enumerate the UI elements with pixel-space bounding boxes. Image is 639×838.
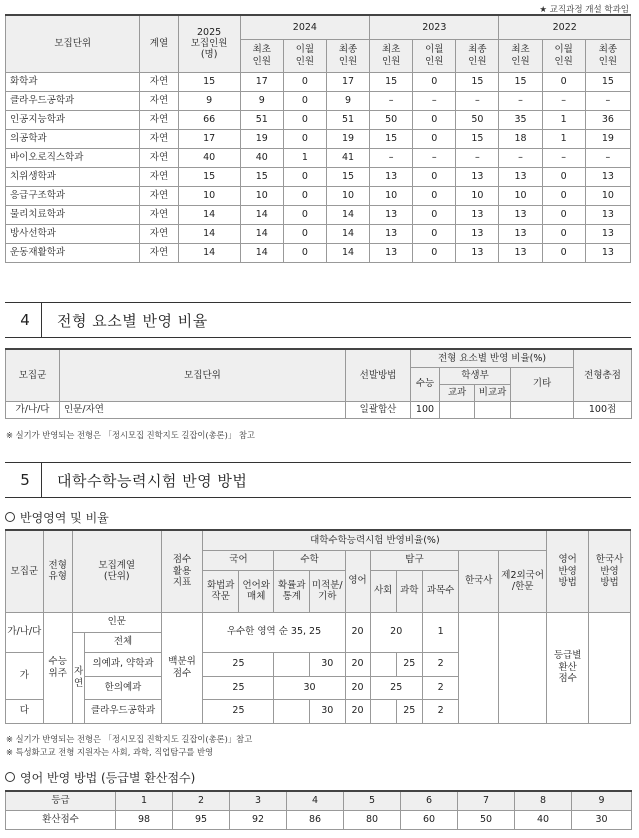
section-5-header	[5, 462, 631, 498]
col-english: 영어	[345, 550, 370, 612]
section-title: 대학수학능력시험 반영 방법	[57, 471, 248, 490]
cell-english: 20	[345, 652, 370, 676]
cell-a3: 15	[326, 167, 369, 186]
cell-unit: 치위생학과	[6, 167, 140, 186]
cell-c2: 0	[542, 167, 585, 186]
col-2022: 2022	[499, 15, 631, 39]
grade-cell: 4	[287, 791, 344, 810]
cell-group: 가/나/다	[6, 401, 60, 418]
subheading-english	[5, 768, 195, 786]
cell-c2: 1	[542, 129, 585, 148]
col-m2: 미적분/ 기하	[310, 570, 346, 612]
cell-b3: 13	[456, 205, 499, 224]
cell-unit: 운동재활학과	[6, 243, 140, 262]
cell-c3: 13	[585, 224, 630, 243]
col-inquiry: 탐구	[370, 550, 459, 570]
cell-group: 가	[6, 652, 44, 699]
score-cell: 98	[116, 810, 173, 829]
cell-b1: 13	[370, 224, 413, 243]
cell-b3: 13	[456, 243, 499, 262]
cell-a1: 14	[240, 205, 283, 224]
cell-c3: 13	[585, 205, 630, 224]
col-i3: 과목수	[422, 570, 459, 612]
section5-note-2: ※ 특성화고교 전형 지원자는 사회, 과학, 직업탐구를 반영	[6, 747, 214, 757]
cell-english: 20	[345, 676, 370, 699]
cell-b3: 13	[456, 167, 499, 186]
table-row	[6, 167, 631, 186]
cell-unit: 인문	[72, 612, 161, 632]
col-final: 최종 인원	[585, 39, 630, 72]
section-4-header	[5, 302, 631, 338]
cell-khist-method	[589, 612, 631, 723]
cell-b1: 15	[370, 129, 413, 148]
col-unit: 모집단위	[6, 15, 140, 72]
cell-math: 30	[310, 699, 346, 723]
cell-c3: 15	[585, 72, 630, 91]
cell-track: 자연	[140, 224, 178, 243]
cell-c1: 13	[499, 224, 542, 243]
cell-eng-method: 등급별 환산 점수	[547, 612, 589, 723]
col-total: 전형총점	[574, 349, 632, 401]
cell-a1: 17	[240, 72, 283, 91]
element-ratio-table	[5, 348, 632, 419]
col-etc: 기타	[511, 367, 574, 401]
cell-b1: –	[370, 91, 413, 110]
col-nonsubject: 비교과	[475, 384, 511, 401]
col-csat: 수능	[411, 367, 440, 401]
circle-bullet-icon	[5, 512, 15, 522]
cell-c2: 0	[542, 224, 585, 243]
cell-a2: 0	[283, 91, 326, 110]
cell-subject	[440, 401, 475, 418]
col-carry: 이월 인원	[542, 39, 585, 72]
score-cell: 92	[230, 810, 287, 829]
cell-track: 자연	[140, 110, 178, 129]
col-first: 최초 인원	[370, 39, 413, 72]
table-row	[6, 110, 631, 129]
cell-a1: 19	[240, 129, 283, 148]
col-first: 최초 인원	[499, 39, 542, 72]
cell-unit: 바이오로직스학과	[6, 148, 140, 167]
col-group: 모집군	[6, 530, 44, 612]
cell-score-index: 백분위 점수	[161, 612, 203, 723]
cell-k-hist	[459, 612, 499, 723]
cell-track: 자연	[140, 243, 178, 262]
cell-b2: –	[413, 91, 456, 110]
cell-b1: 13	[370, 205, 413, 224]
cell-track: 자연	[140, 205, 178, 224]
col-unit: 모집단위	[60, 349, 346, 401]
cell-second-lang	[499, 612, 547, 723]
cell-b3: 13	[456, 224, 499, 243]
cell-a2: 0	[283, 243, 326, 262]
table-row	[6, 91, 631, 110]
score-cell: 86	[287, 810, 344, 829]
cell-n2025: 10	[178, 186, 240, 205]
col-carry: 이월 인원	[283, 39, 326, 72]
top-note: ★ 교직과정 개설 학과임	[539, 5, 629, 15]
col-record: 학생부	[440, 367, 511, 384]
cell-unit: 인문/자연	[60, 401, 346, 418]
cell-c3: –	[585, 148, 630, 167]
cell-type: 수능 위주	[43, 612, 72, 723]
cell-english: 20	[345, 699, 370, 723]
cell-inquiry: 25	[370, 676, 422, 699]
col-i1: 사회	[370, 570, 396, 612]
cell-b2: 0	[413, 224, 456, 243]
cell-n2025: 9	[178, 91, 240, 110]
subheading-text: 영어 반영 방법 (등급별 환산점수)	[20, 770, 196, 785]
cell-a3: 9	[326, 91, 369, 110]
cell-c2: 0	[542, 186, 585, 205]
section-number: 5	[9, 463, 42, 497]
cell-korean: 25	[203, 652, 274, 676]
cell-b2: 0	[413, 243, 456, 262]
table-row	[6, 72, 631, 91]
table-row	[6, 243, 631, 262]
section-title: 전형 요소별 반영 비율	[57, 311, 208, 330]
english-grade-table	[5, 790, 632, 830]
cell-b2: 0	[413, 129, 456, 148]
cell-c2: 0	[542, 205, 585, 224]
csat-ratio-table	[5, 529, 631, 724]
cell-a1: 40	[240, 148, 283, 167]
score-cell: 30	[572, 810, 632, 829]
cell-unit: 전체	[85, 632, 161, 652]
cell-a2: 0	[283, 110, 326, 129]
section4-note: ※ 실기가 반영되는 전형은 「정시모집 진학지도 길잡이(총론)」 참고	[6, 430, 255, 440]
cell-count: 2	[422, 652, 459, 676]
cell-total: 100점	[574, 401, 632, 418]
section5-note-1: ※ 실기가 반영되는 전형은 「정시모집 진학지도 길잡이(총론)」참고	[6, 734, 253, 744]
cell-unit: 물리치료학과	[6, 205, 140, 224]
cell-science: 25	[396, 652, 422, 676]
cell-c3: 19	[585, 129, 630, 148]
cell-group: 가/나/다	[6, 612, 44, 652]
cell-method: 일괄합산	[346, 401, 411, 418]
cell-nonsubject	[475, 401, 511, 418]
col-ratio: 전형 요소별 반영 비율(%)	[411, 349, 574, 367]
cell-a3: 51	[326, 110, 369, 129]
table-row	[6, 186, 631, 205]
score-cell: 40	[515, 810, 572, 829]
cell-b2: 0	[413, 186, 456, 205]
col-khist-method: 한국사 반영 방법	[589, 530, 631, 612]
cell-b1: 13	[370, 243, 413, 262]
cell-a1: 14	[240, 224, 283, 243]
cell-b2: 0	[413, 205, 456, 224]
col-k1: 화법과 작문	[203, 570, 239, 612]
cell-a2: 0	[283, 167, 326, 186]
cell-c3: 13	[585, 243, 630, 262]
cell-unit: 화학과	[6, 72, 140, 91]
cell-a1: 15	[240, 167, 283, 186]
col-final: 최종 인원	[456, 39, 499, 72]
cell-a2: 0	[283, 224, 326, 243]
cell-c1: 13	[499, 167, 542, 186]
cell-science: 25	[396, 699, 422, 723]
cell-c3: 13	[585, 167, 630, 186]
cell-b3: –	[456, 91, 499, 110]
cell-nature: 자 연	[72, 632, 85, 723]
cell-c2: –	[542, 148, 585, 167]
table-row	[6, 148, 631, 167]
cell-count: 1	[422, 612, 459, 652]
cell-b1: 10	[370, 186, 413, 205]
grade-cell: 8	[515, 791, 572, 810]
cell-b3: 10	[456, 186, 499, 205]
cell-unit: 인공지능학과	[6, 110, 140, 129]
cell-b3: –	[456, 148, 499, 167]
cell-korean: 25	[203, 676, 274, 699]
cell-m1	[274, 652, 310, 676]
cell-social	[370, 699, 396, 723]
cell-c2: –	[542, 91, 585, 110]
cell-count: 2	[422, 676, 459, 699]
score-cell: 50	[458, 810, 515, 829]
cell-b2: 0	[413, 72, 456, 91]
cell-a2: 1	[283, 148, 326, 167]
col-final: 최종 인원	[326, 39, 369, 72]
grade-cell: 7	[458, 791, 515, 810]
cell-c2: 0	[542, 243, 585, 262]
cell-c3: 36	[585, 110, 630, 129]
col-2025: 2025 모집인원 (명)	[178, 15, 240, 72]
cell-a2: 0	[283, 72, 326, 91]
cell-unit: 방사선학과	[6, 224, 140, 243]
cell-c1: 18	[499, 129, 542, 148]
cell-a3: 10	[326, 186, 369, 205]
cell-unit: 의공학과	[6, 129, 140, 148]
cell-track: 자연	[140, 148, 178, 167]
cell-c1: 13	[499, 205, 542, 224]
col-carry: 이월 인원	[413, 39, 456, 72]
grade-cell: 1	[116, 791, 173, 810]
col-k2: 언어와 매체	[238, 570, 274, 612]
cell-a3: 17	[326, 72, 369, 91]
cell-etc	[511, 401, 574, 418]
cell-b3: 15	[456, 72, 499, 91]
table-row	[6, 612, 631, 632]
cell-a2: 0	[283, 186, 326, 205]
cell-english: 20	[345, 612, 370, 652]
table-row	[6, 224, 631, 243]
col-type: 전형 유형	[43, 530, 72, 612]
cell-a3: 14	[326, 224, 369, 243]
cell-count: 2	[422, 699, 459, 723]
grade-cell: 5	[344, 791, 401, 810]
circle-bullet-icon	[5, 772, 15, 782]
grade-cell: 9	[572, 791, 632, 810]
cell-b1: –	[370, 148, 413, 167]
cell-a1: 9	[240, 91, 283, 110]
cell-group: 다	[6, 699, 44, 723]
cell-c1: 10	[499, 186, 542, 205]
table-row	[6, 129, 631, 148]
cell-c1: 15	[499, 72, 542, 91]
grade-label: 등급	[6, 791, 116, 810]
grade-cell: 3	[230, 791, 287, 810]
cell-a3: 41	[326, 148, 369, 167]
cell-n2025: 14	[178, 224, 240, 243]
score-cell: 95	[173, 810, 230, 829]
col-group: 모집군	[6, 349, 60, 401]
cell-m1	[274, 699, 310, 723]
cell-a3: 14	[326, 205, 369, 224]
col-subject: 교과	[440, 384, 475, 401]
cell-ratio-text: 우수한 영역 순 35, 25	[203, 612, 345, 652]
cell-n2025: 40	[178, 148, 240, 167]
cell-track: 자연	[140, 129, 178, 148]
cell-a1: 10	[240, 186, 283, 205]
cell-track: 자연	[140, 72, 178, 91]
col-ratio: 대학수학능력시험 반영비율(%)	[203, 530, 547, 550]
subheading-ratio	[5, 508, 109, 526]
cell-b1: 50	[370, 110, 413, 129]
col-method: 선발방법	[346, 349, 411, 401]
cell-b1: 13	[370, 167, 413, 186]
cell-c1: 13	[499, 243, 542, 262]
cell-track: 자연	[140, 186, 178, 205]
admission-history-table	[5, 14, 631, 263]
cell-inquiry: 20	[370, 612, 422, 652]
cell-a2: 0	[283, 129, 326, 148]
cell-b2: 0	[413, 167, 456, 186]
cell-csat: 100	[411, 401, 440, 418]
cell-b1: 15	[370, 72, 413, 91]
score-label: 환산점수	[6, 810, 116, 829]
col-first: 최초 인원	[240, 39, 283, 72]
cell-unit: 의예과, 약학과	[85, 652, 161, 676]
col-2023: 2023	[370, 15, 499, 39]
cell-math: 30	[310, 652, 346, 676]
cell-n2025: 15	[178, 167, 240, 186]
col-korean: 국어	[203, 550, 274, 570]
cell-a3: 19	[326, 129, 369, 148]
col-math: 수학	[274, 550, 345, 570]
cell-social	[370, 652, 396, 676]
cell-c1: –	[499, 91, 542, 110]
cell-c2: 0	[542, 72, 585, 91]
cell-n2025: 17	[178, 129, 240, 148]
col-unit-track: 모집계열 (단위)	[72, 530, 161, 612]
col-eng-method: 영어 반영 방법	[547, 530, 589, 612]
cell-b2: 0	[413, 110, 456, 129]
score-cell: 60	[401, 810, 458, 829]
cell-c3: –	[585, 91, 630, 110]
cell-unit: 응급구조학과	[6, 186, 140, 205]
col-track: 계열	[140, 15, 178, 72]
cell-track: 자연	[140, 91, 178, 110]
cell-a1: 51	[240, 110, 283, 129]
cell-c1: 35	[499, 110, 542, 129]
grade-cell: 6	[401, 791, 458, 810]
cell-unit: 클라우드공학과	[85, 699, 161, 723]
cell-c3: 10	[585, 186, 630, 205]
cell-n2025: 66	[178, 110, 240, 129]
cell-n2025: 14	[178, 205, 240, 224]
cell-a1: 14	[240, 243, 283, 262]
cell-math: 30	[274, 676, 345, 699]
score-cell: 80	[344, 810, 401, 829]
cell-track: 자연	[140, 167, 178, 186]
col-2024: 2024	[240, 15, 369, 39]
col-m1: 확률과 통계	[274, 570, 310, 612]
col-score-index: 점수 활용 지표	[161, 530, 203, 612]
table-row	[6, 401, 632, 418]
grade-cell: 2	[173, 791, 230, 810]
cell-n2025: 14	[178, 243, 240, 262]
col-second-lang: 제2외국어 /한문	[499, 550, 547, 612]
cell-c1: –	[499, 148, 542, 167]
section-number: 4	[9, 303, 42, 337]
cell-n2025: 15	[178, 72, 240, 91]
cell-unit: 한의예과	[85, 676, 161, 699]
cell-b3: 15	[456, 129, 499, 148]
cell-c2: 1	[542, 110, 585, 129]
subheading-text: 반영영역 및 비율	[20, 510, 109, 525]
table-row	[6, 205, 631, 224]
cell-b3: 50	[456, 110, 499, 129]
cell-a2: 0	[283, 205, 326, 224]
col-k-hist: 한국사	[459, 550, 499, 612]
cell-a3: 14	[326, 243, 369, 262]
col-i2: 과학	[396, 570, 422, 612]
cell-b2: –	[413, 148, 456, 167]
cell-korean: 25	[203, 699, 274, 723]
cell-unit: 클라우드공학과	[6, 91, 140, 110]
